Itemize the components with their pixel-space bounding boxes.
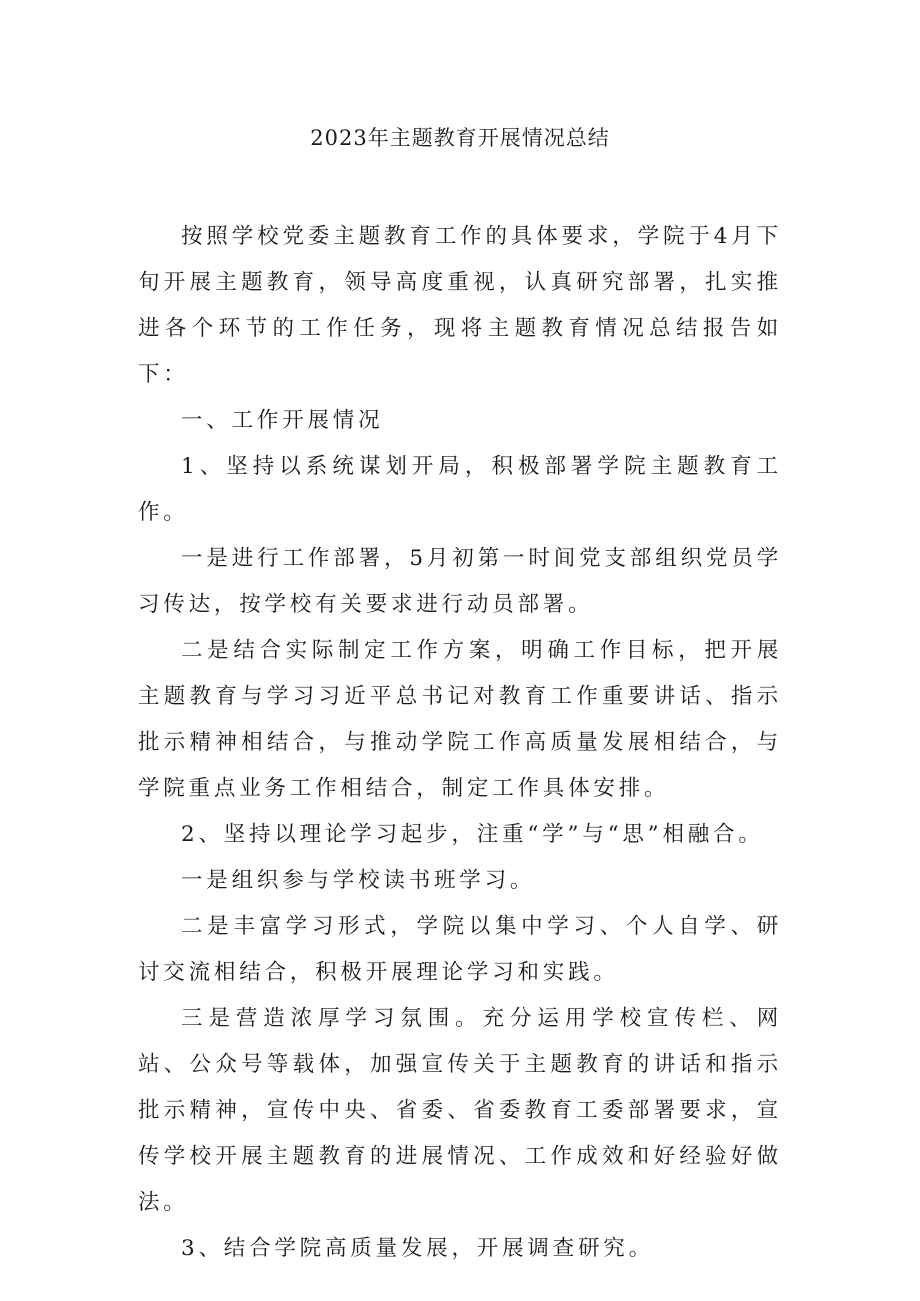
paragraph-intro: 按照学校党委主题教育工作的具体要求，学院于4月下旬开展主题教育，领导高度重视，认真研究部署，扎实推进各个环节的工作任务，现将主题教育情况总结报告如下： [138,224,782,387]
paragraph-item: 二是结合实际制定工作方案，明确工作目标，把开展主题教育与学习习近平总书记对教育工作重要讲话、指示批示精神相结合，与推动学院工作高质量发展相结合，与学院重点业务工作相结合，制定工作具体安排。 [138,638,782,801]
subsection-heading-3: 3、结合学院高质量发展，开展调查研究。 [181,1236,654,1261]
paragraph-item: 一是进行工作部署，5月初第一时间党支部组织党员学习传达，按学校有关要求进行动员部署。 [138,546,782,617]
subsection-heading-2: 2、坚持以理论学习起步，注重“学”与“思”相融合。 [181,822,764,847]
paragraph-item: 一是组织参与学校读书班学习。 [181,868,536,893]
document-title: 2023年主题教育开展情况总结 [310,126,610,150]
section-heading-work-status: 一、工作开展情况 [181,408,384,433]
document-body [138,214,782,1272]
subsection-heading-1: 1、坚持以系统谋划开局，积极部署学院主题教育工作。 [138,454,782,525]
paragraph-item: 二是丰富学习形式，学院以集中学习、个人自学、研讨交流相结合，积极开展理论学习和实践。 [138,914,782,985]
paragraph-item: 三是营造浓厚学习氛围。充分运用学校宣传栏、网站、公众号等载体，加强宣传关于主题教育的讲话和指示批示精神，宣传中央、省委、省委教育工委部署要求，宣传学校开展主题教育的进展情况、工作成效和好经验好做法。 [138,1006,782,1215]
